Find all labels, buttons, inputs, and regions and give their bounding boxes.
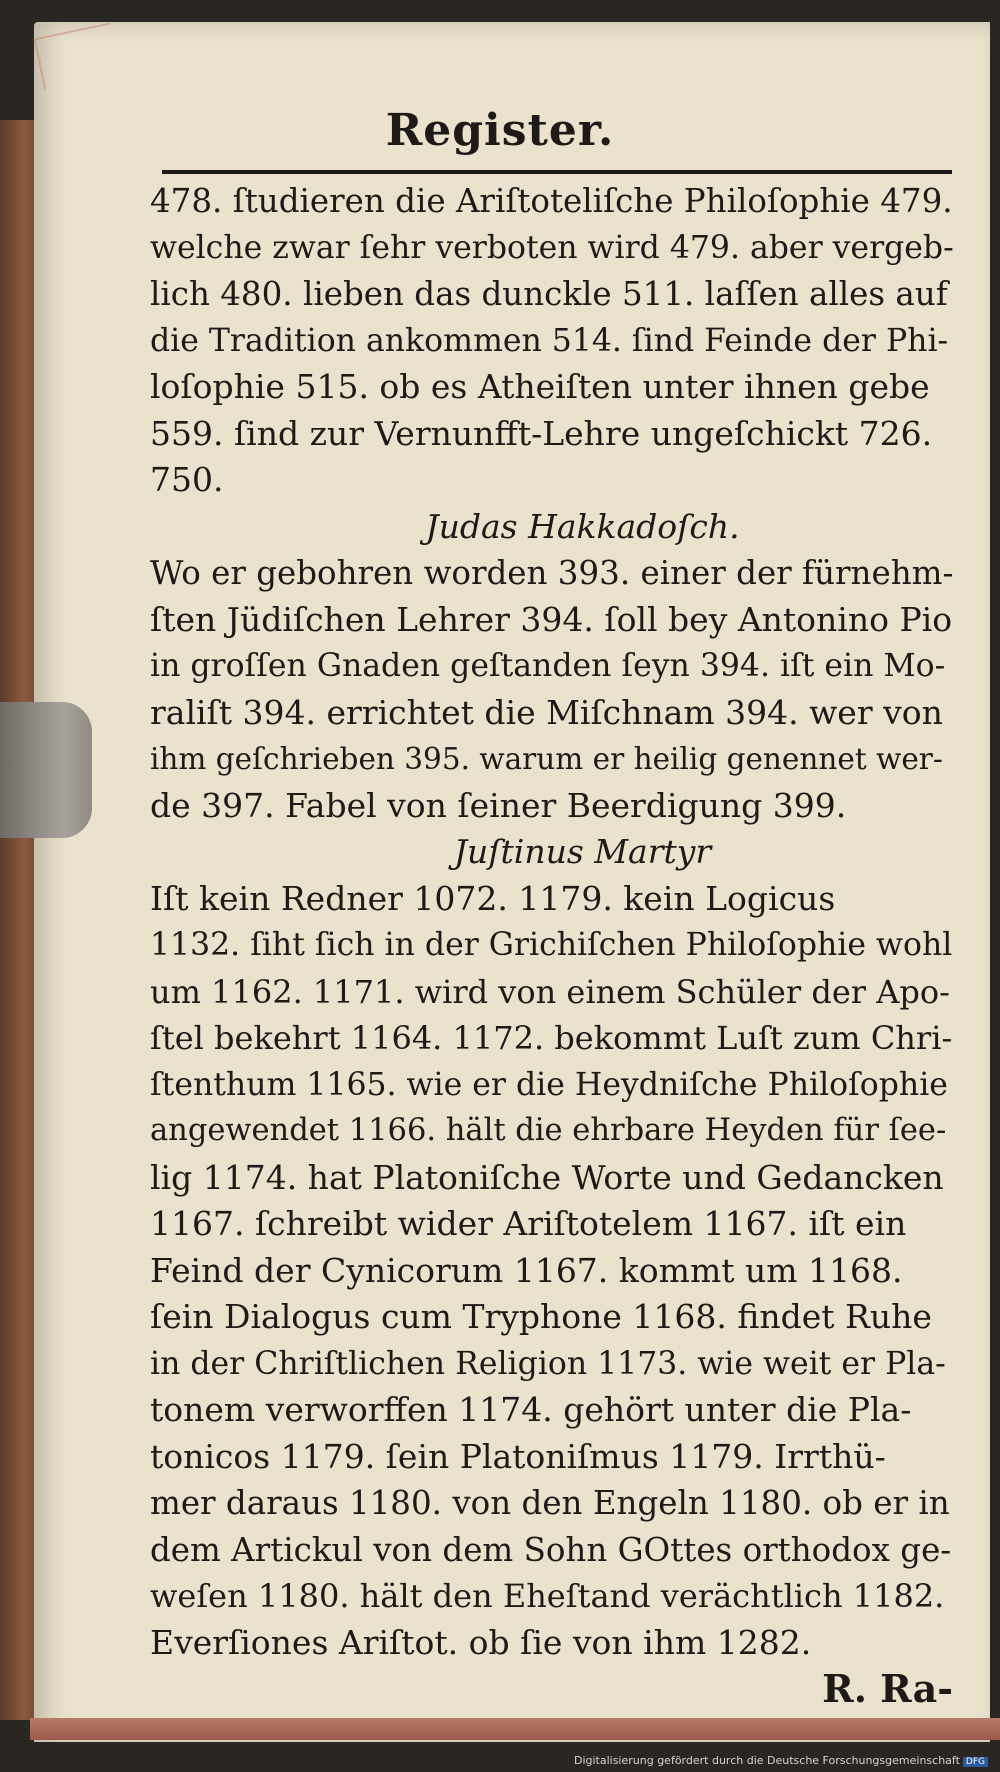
text-line: ſten Jüdiſchen Lehrer 394. ſoll bey Antonino Pio — [150, 599, 953, 639]
text-line: angewendet 1166. hält die ehrbare Heyden für ſee- — [150, 1113, 947, 1148]
text-line: loſophie 515. ob es Atheiſten unter ihnen gebe — [150, 367, 930, 406]
register-text — [150, 178, 955, 1713]
text-line: 1132. ſiht ſich in der Grichiſchen Philoſophie wohl — [150, 927, 953, 963]
page-bottom-edge — [30, 1718, 1000, 1740]
text-line: weſen 1180. hält den Eheſtand verächtlich 1182. — [150, 1577, 945, 1615]
text-line: lig 1174. hat Platoniſche Worte und Gedancken — [150, 1157, 944, 1197]
text-line: in der Chriſtlichen Religion 1173. wie weit er Pla- — [150, 1345, 946, 1382]
credit-text: Digitalisierung gefördert durch die Deutsche Forschungsgemeinschaft — [573, 1754, 960, 1767]
text-line: welche zwar ſehr verboten wird 479. aber vergeb- — [150, 229, 954, 266]
text-line: tonicos 1179. ſein Platoniſmus 1179. Irrthü- — [150, 1436, 886, 1476]
text-line: ſtenthum 1165. wie er die Heydniſche Philoſophie — [150, 1066, 948, 1103]
text-line: raliſt 394. errichtet die Miſchnam 394. wer von — [150, 692, 943, 732]
text-line: de 397. Fabel von ſeiner Beerdigung 399. — [150, 785, 847, 825]
text-line: 559. ſind zur Vernunfft-Lehre ungeſchickt 726. — [150, 413, 933, 453]
digitization-credit — [574, 1754, 988, 1767]
text-line: ſtel bekehrt 1164. 1172. bekommt Luſt zum Chri- — [150, 1019, 953, 1057]
text-line: Wo er gebohren worden 393. einer der fürnehm- — [150, 554, 954, 592]
text-line: 750. — [150, 460, 224, 499]
text-line: Iſt kein Redner 1072. 1179. kein Logicus — [150, 878, 836, 918]
catchword: R. Ra- — [822, 1666, 953, 1711]
page-clip — [0, 702, 92, 838]
text-line: 478. ſtudieren die Ariſtoteliſche Philoſophie 479. — [150, 182, 953, 220]
text-line: um 1162. 1171. wird von einem Schüler der Apo- — [150, 972, 950, 1011]
text-line: mer daraus 1180. von den Engeln 1180. ob er in — [150, 1484, 950, 1522]
text-line: ſein Dialogus cum Tryphone 1168. findet Ruhe — [150, 1297, 932, 1336]
heading-rule — [162, 170, 952, 174]
text-line: lich 480. lieben das dunckle 511. laſſen alles auf — [150, 275, 948, 313]
section-title-judas: Judas Hakkadoſch. — [425, 506, 740, 546]
text-line: Feind der Cynicorum 1167. kommt um 1168. — [150, 1250, 903, 1290]
page-heading: Register. — [385, 105, 615, 156]
text-line: die Tradition ankommen 514. ſind Feinde der Phi- — [150, 322, 949, 359]
dfg-logo-badge: DFG — [963, 1757, 988, 1767]
text-line: dem Artickul von dem Sohn GOttes orthodox ge- — [150, 1530, 952, 1569]
text-line: in groſſen Gnaden geſtanden ſeyn 394. iſt ein Mo- — [150, 648, 946, 684]
section-title-justinus: Juſtinus Martyr — [453, 832, 712, 871]
text-line: tonem verworffen 1174. gehört unter die Pla- — [150, 1390, 912, 1429]
text-line: Everſiones Ariſtot. ob ſie von ihm 1282. — [150, 1622, 812, 1662]
text-line: 1167. ſchreibt wider Ariſtotelem 1167. iſt ein — [150, 1204, 907, 1243]
text-line: ihm geſchrieben 395. warum er heilig genennet wer- — [150, 742, 943, 776]
